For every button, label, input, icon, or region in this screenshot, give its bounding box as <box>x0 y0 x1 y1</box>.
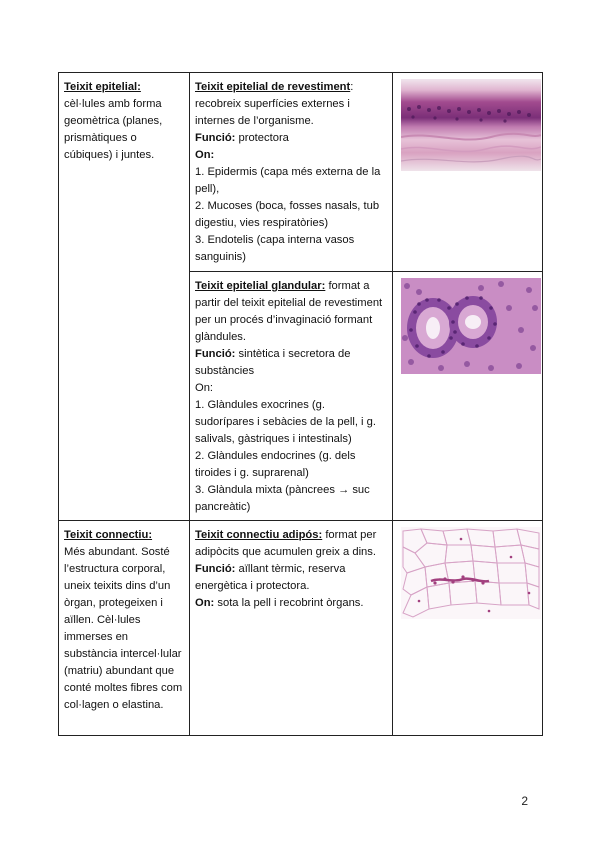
adipose-function-text: aïllant tèrmic, reserva energètica i protectora. <box>195 563 346 592</box>
coating-image-cell <box>393 73 543 272</box>
glandular-micrograph-image <box>401 278 541 374</box>
coating-function-label: Funció: <box>195 132 236 144</box>
page-number: 2 <box>521 794 528 808</box>
coating-title: Teixit epitelial de revestiment <box>195 81 351 93</box>
epithelial-description: cèl·lules amb forma geomètrica (planes, prismàtiques o cúbiques) i juntes. <box>64 98 163 161</box>
adipose-micrograph-image <box>401 527 541 619</box>
coating-function-text: protectora <box>238 132 289 144</box>
list-item: 3. Glàndula mixta (pàncrees → suc pancreàtic) <box>195 484 370 513</box>
connective-description: Més abundant. Sosté l’estructura corporal, uneix teixits dins d’un òrgan, protegeixen i aïllen. Cèl·lules immerses en substància intercel·lular (matriu) abundant que conté moltes fibres com col·lagen o elastina. <box>64 546 183 711</box>
adipose-image-cell <box>393 521 543 736</box>
glandular-function-text: sintètica i secretora de substàncies <box>195 348 351 377</box>
coating-on-label: On: <box>195 149 215 161</box>
list-item: 2. Glàndules endocrines (g. dels tiroides i g. suprarenal) <box>195 450 356 479</box>
glandular-description-cell <box>190 272 393 521</box>
adipose-title: Teixit connectiu adipós: <box>195 529 323 541</box>
adipose-description: format per adipòcits que acumulen greix a dins. <box>195 529 377 558</box>
adipose-on-text: sota la pell i recobrint òrgans. <box>217 597 364 609</box>
tissue-table <box>58 72 543 736</box>
glandular-function-label: Funció: <box>195 348 236 360</box>
connective-title: Teixit connectiu: <box>64 529 153 541</box>
glandular-title: Teixit epitelial glandular: <box>195 280 326 292</box>
glandular-on-label: On: <box>195 382 214 394</box>
glandular-description: format a partir del teixit epitelial de revestiment per un procés d’invaginació formant glàndules. <box>195 280 383 343</box>
epithelial-category-cell <box>59 73 190 521</box>
coating-description-cell <box>190 73 393 272</box>
list-item: 2. Mucoses (boca, fosses nasals, tub digestiu, vies respiratòries) <box>195 200 380 229</box>
epithelial-title: Teixit epitelial: <box>64 81 141 93</box>
table-row <box>59 521 543 736</box>
epithelial-coating-micrograph-image <box>401 79 541 171</box>
coating-description: recobreix superfícies externes i internes de l’organisme. <box>195 98 350 127</box>
coating-title-suffix: : <box>350 81 354 93</box>
connective-category-cell <box>59 521 190 736</box>
list-item: 3. Endotelis (capa interna vasos sanguinis) <box>195 234 355 263</box>
table-row <box>59 73 543 272</box>
adipose-function-label: Funció: <box>195 563 236 575</box>
list-item: 1. Epidermis (capa més externa de la pell), <box>195 166 381 195</box>
adipose-on-label: On: <box>195 597 215 609</box>
adipose-description-cell <box>190 521 393 736</box>
list-item: 1. Glàndules exocrines (g. sudorípares i sebàcies de la pell, i g. salivals, gàstriques i intestinals) <box>195 399 376 445</box>
glandular-image-cell <box>393 272 543 521</box>
